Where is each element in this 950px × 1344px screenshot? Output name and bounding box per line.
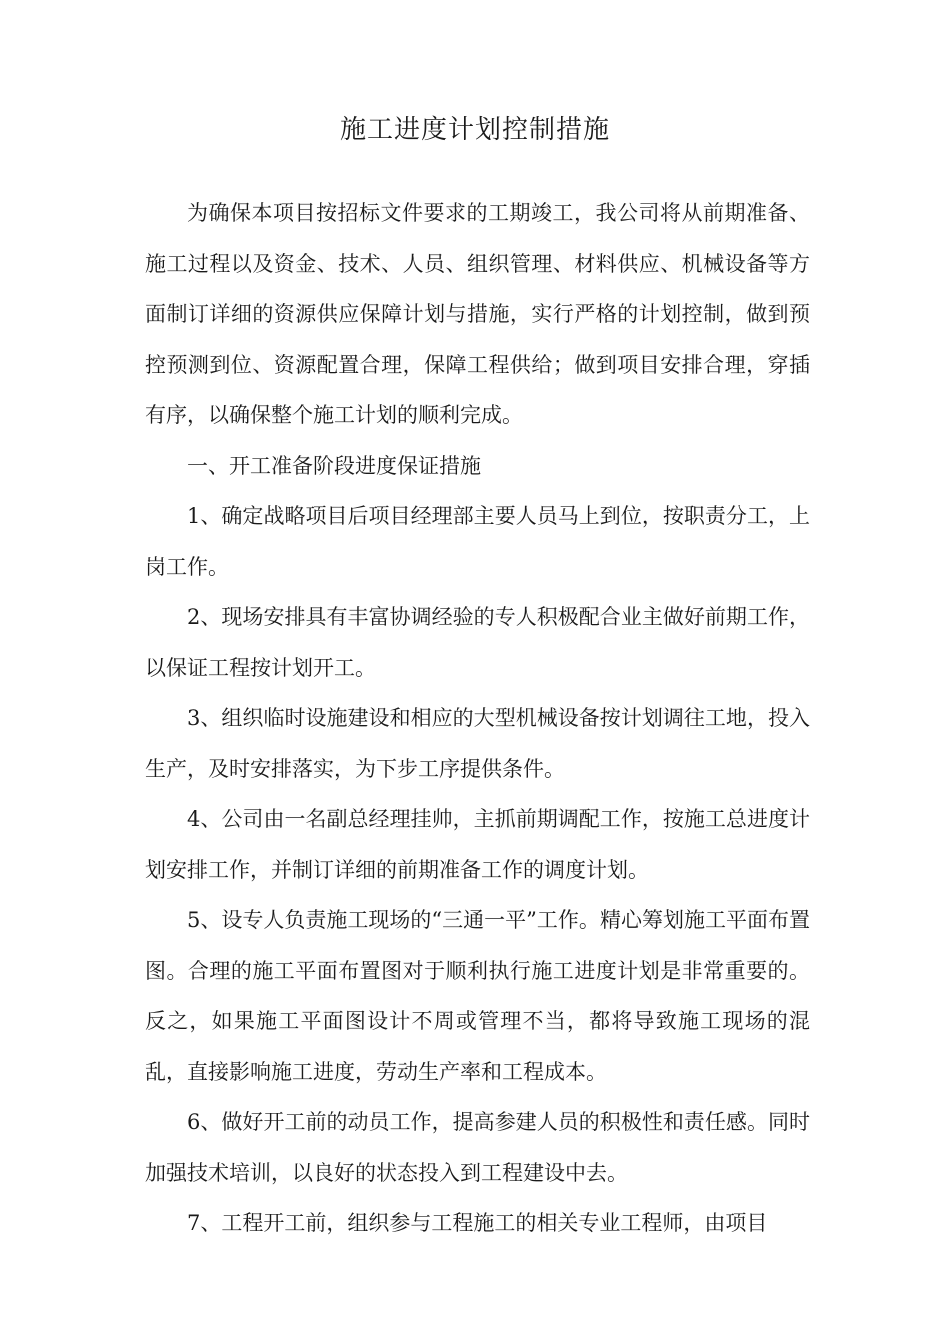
- paragraph-item-4: 4、公司由一名副总经理挂帅，主抓前期调配工作，按施工总进度计划安排工作，并制订详细的前期准备工作的调度计划。: [145, 807, 810, 882]
- paragraph-item-5: 5、设专人负责施工现场的“三通一平”工作。精心筹划施工平面布置图。合理的施工平面布置图对于顺利执行施工进度计划是非常重要的。反之，如果施工平面图设计不周或管理不当，都将导致施工现场的混乱，直接影响施工进度，劳动生产率和工程成本。: [145, 908, 810, 1084]
- paragraph-item-3: 3、组织临时设施建设和相应的大型机械设备按计划调往工地，投入生产，及时安排落实，为下步工序提供条件。: [145, 706, 810, 781]
- paragraph-intro: 为确保本项目按招标文件要求的工期竣工，我公司将从前期准备、施工过程以及资金、技术、人员、组织管理、材料供应、机械设备等方面制订详细的资源供应保障计划与措施，实行严格的计划控制，做到预控预测到位、资源配置合理，保障工程供给；做到项目安排合理，穿插有序，以确保整个施工计划的顺利完成。: [145, 201, 810, 427]
- document-body: [145, 188, 810, 1249]
- paragraph-item-2: 2、现场安排具有丰富协调经验的专人积极配合业主做好前期工作，以保证工程按计划开工。: [145, 605, 810, 680]
- document-title: 施工进度计划控制措施: [339, 115, 610, 145]
- paragraph-item-7: 7、工程开工前，组织参与工程施工的相关专业工程师，由项目: [187, 1211, 768, 1235]
- section-heading: 一、开工准备阶段进度保证措施: [187, 453, 481, 478]
- paragraph-item-6: 6、做好开工前的动员工作，提高参建人员的积极性和责任感。同时加强技术培训，以良好的状态投入到工程建设中去。: [145, 1110, 810, 1185]
- paragraph-item-1: 1、确定战略项目后项目经理部主要人员马上到位，按职责分工，上岗工作。: [145, 504, 810, 579]
